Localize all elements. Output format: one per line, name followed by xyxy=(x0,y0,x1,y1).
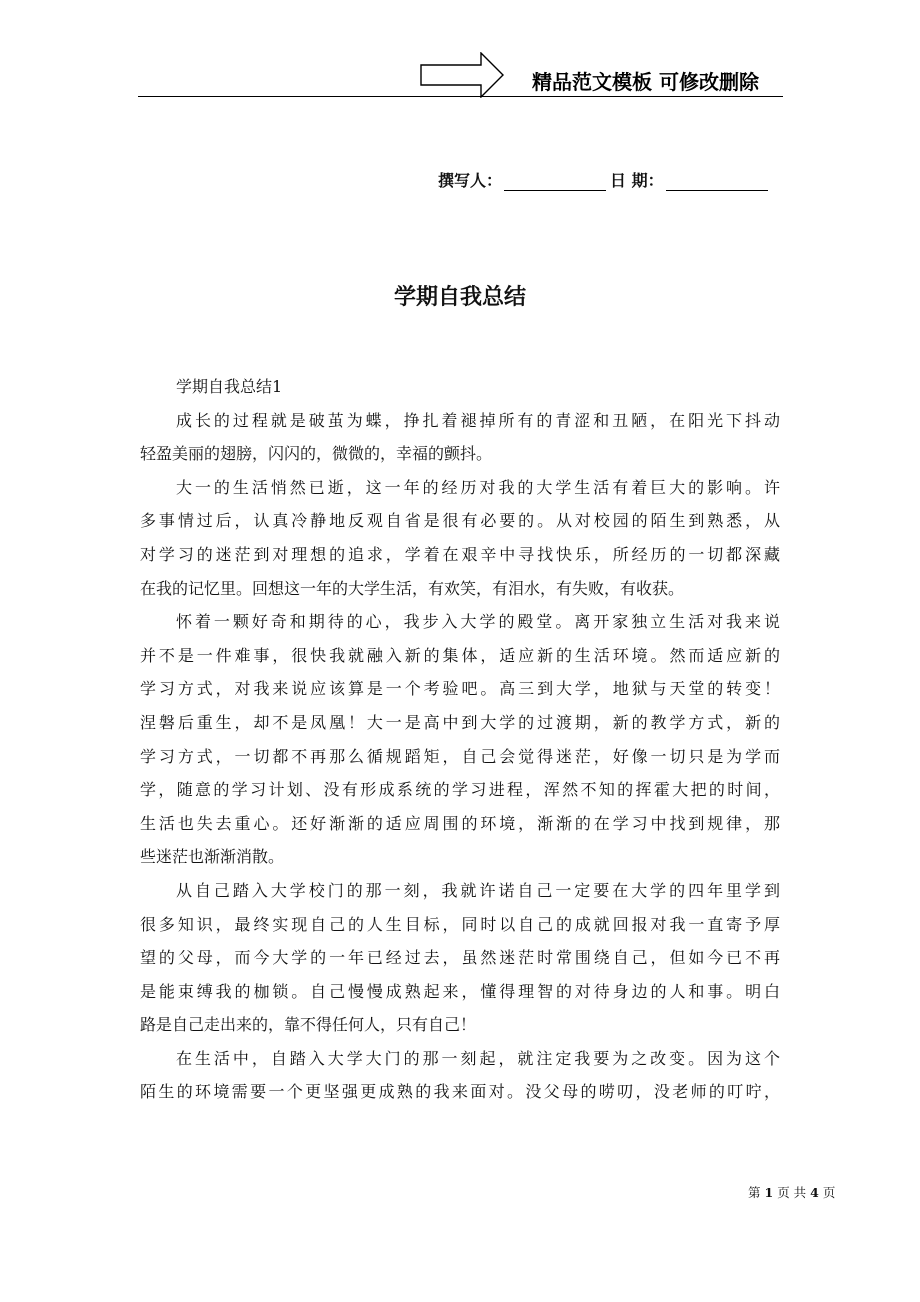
text-line: 在生活中，自踏入大学大门的那一刻起，就注定我要为之改变。因为这个 xyxy=(176,1048,780,1068)
text-line: 大一的生活悄然已逝，这一年的经历对我的大学生活有着巨大的影响。许 xyxy=(176,477,780,497)
date-blank xyxy=(666,172,768,191)
header-divider xyxy=(138,96,783,97)
text-line: 学，随意的学习计划、没有形成系统的学习进程，浑然不知的挥霍大把的时间， xyxy=(140,780,780,800)
text-line: 从自己踏入大学校门的那一刻，我就许诺自己一定要在大学的四年里学到 xyxy=(176,880,780,900)
author-date-line xyxy=(438,168,768,191)
text-line: 在我的记忆里。回想这一年的大学生活，有欢笑，有泪水，有失败，有收获。 xyxy=(140,578,685,598)
footer-mid: 页 共 xyxy=(777,1185,807,1200)
text-line: 多事情过后，认真冷静地反观自省是很有必要的。从对校园的陌生到熟悉，从 xyxy=(140,511,780,531)
document-title: 学期自我总结 xyxy=(393,285,526,310)
page-number: 1 xyxy=(764,1185,774,1200)
header-title: 精品范文模板 可修改删除 xyxy=(532,70,759,94)
text-line: 些迷茫也渐渐消散。 xyxy=(140,847,285,867)
footer-suffix: 页 xyxy=(822,1185,836,1200)
page-footer xyxy=(748,1183,835,1201)
text-line: 涅磐后重生，却不是凤凰！大一是高中到大学的过渡期，新的教学方式，新的 xyxy=(140,712,780,732)
text-line: 轻盈美丽的翅膀，闪闪的，微微的，幸福的颤抖。 xyxy=(140,444,493,464)
text-line: 陌生的环境需要一个更坚强更成熟的我来面对。没父母的唠叨，没老师的叮咛， xyxy=(140,1082,780,1102)
date-label: 日 期： xyxy=(610,171,664,190)
arrow-icon xyxy=(420,52,504,98)
text-line: 并不是一件难事，很快我就融入新的集体，适应新的生活环境。然而适应新的 xyxy=(140,645,780,665)
text-line: 对学习的迷茫到对理想的追求，学着在艰辛中寻找快乐，所经历的一切都深藏 xyxy=(140,544,780,564)
text-line: 生活也失去重心。还好渐渐的适应周围的环境，渐渐的在学习中找到规律，那 xyxy=(140,813,780,833)
text-line: 学习方式，对我来说应该算是一个考验吧。高三到大学，地狱与天堂的转变！ xyxy=(140,679,780,699)
text-line: 路是自己走出来的，靠不得任何人，只有自己！ xyxy=(140,1015,477,1035)
text-line: 望的父母，而今大学的一年已经过去，虽然迷茫时常围绕自己，但如今已不再 xyxy=(140,948,780,968)
total-pages: 4 xyxy=(810,1185,819,1200)
footer-prefix: 第 xyxy=(748,1185,761,1200)
text-line: 很多知识，最终实现自己的人生目标，同时以自己的成就回报对我一直寄予厚 xyxy=(140,914,780,934)
text-line: 学习方式，一切都不再那么循规蹈矩，自己会觉得迷茫，好像一切只是为学而 xyxy=(140,746,780,766)
section-heading: 学期自我总结1 xyxy=(176,377,283,396)
text-line: 怀着一颗好奇和期待的心，我步入大学的殿堂。离开家独立生活对我来说 xyxy=(176,612,780,632)
document-body xyxy=(140,370,780,1109)
text-line: 是能束缚我的枷锁。自己慢慢成熟起来，懂得理智的对待身边的人和事。明白 xyxy=(140,981,780,1001)
author-blank xyxy=(504,172,606,191)
author-label: 撰写人： xyxy=(438,171,503,190)
text-line: 成长的过程就是破茧为蝶，挣扎着褪掉所有的青涩和丑陋，在阳光下抖动 xyxy=(176,410,780,430)
